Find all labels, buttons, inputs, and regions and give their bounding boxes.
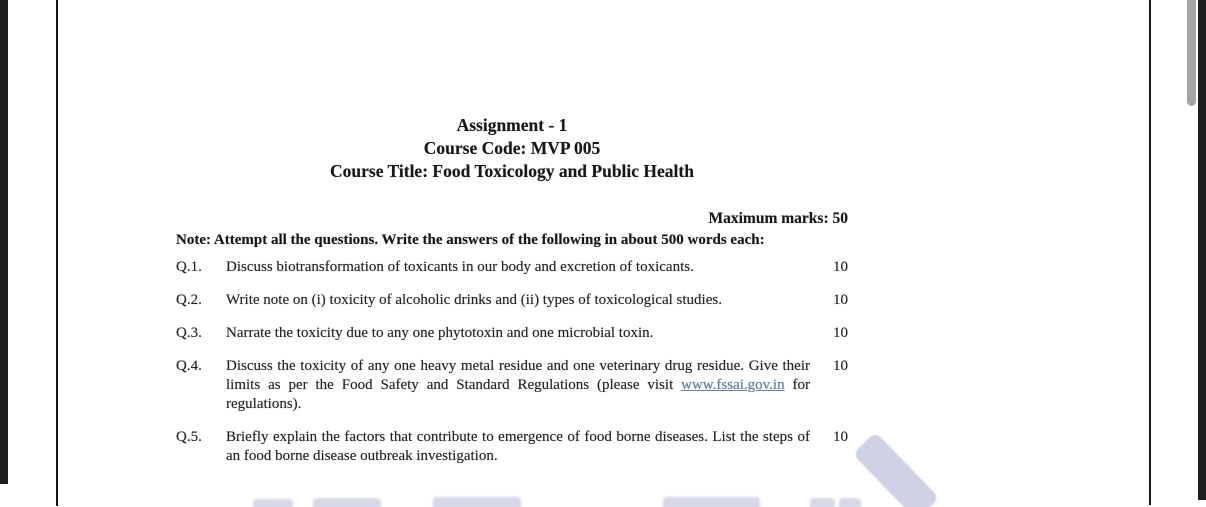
note-line: Note: Attempt all the questions. Write the answers of the following in about 500 words each: xyxy=(176,232,765,248)
fssai-link[interactable]: www.fssai.gov.in xyxy=(681,377,785,393)
question-row-4 xyxy=(176,357,848,414)
question-text-segment: for regulations). xyxy=(226,377,810,412)
question-text: Write note on (i) toxicity of alcoholic drinks and (ii) types of toxicological studies. xyxy=(226,292,722,308)
course-code: Course Code: MVP 005 xyxy=(423,138,601,158)
viewer-left-edge-bar xyxy=(0,0,8,484)
scrollbar-thumb[interactable] xyxy=(1187,0,1196,106)
title-block xyxy=(176,114,848,183)
question-row-2 xyxy=(176,291,848,310)
question-row-3 xyxy=(176,324,848,343)
watermark-fragment xyxy=(810,498,835,507)
question-number: Q.2. xyxy=(176,292,202,308)
watermark-diagonal-band xyxy=(853,432,940,507)
maximum-marks: Maximum marks: 50 xyxy=(708,210,848,227)
question-number: Q.5. xyxy=(176,429,202,445)
page-right-border xyxy=(1149,0,1151,505)
question-marks: 10 xyxy=(833,429,848,445)
course-title: Course Title: Food Toxicology and Public Health xyxy=(330,161,694,181)
question-text: Narrate the toxicity due to any one phytotoxin and one microbial toxin. xyxy=(226,325,654,341)
question-marks: 10 xyxy=(833,358,848,374)
question-marks: 10 xyxy=(833,292,848,308)
watermark-fragment xyxy=(663,497,760,507)
question-number: Q.3. xyxy=(176,325,202,341)
question-text-segment: Discuss the toxicity of any one heavy metal residue and one veterinary drug residue. Give their limits as per the Food Safety and Standard Regulations (please visit xyxy=(226,358,810,393)
assignment-title: Assignment - 1 xyxy=(456,115,568,135)
question-marks: 10 xyxy=(833,259,848,275)
watermark-fragment xyxy=(839,498,861,507)
question-row-5 xyxy=(176,428,848,466)
watermark-fragment xyxy=(433,497,521,507)
question-marks: 10 xyxy=(833,325,848,341)
question-text: Discuss biotransformation of toxicants in our body and excretion of toxicants. xyxy=(226,259,694,275)
question-text: Briefly explain the factors that contribute to emergence of food borne diseases. List the steps of an food borne disease outbreak investigation. xyxy=(226,429,810,464)
question-number: Q.4. xyxy=(176,358,202,374)
assignment-page xyxy=(176,114,848,480)
question-list xyxy=(176,258,848,466)
page-left-border xyxy=(56,0,58,506)
question-row-1 xyxy=(176,258,848,277)
question-text xyxy=(226,357,810,414)
watermark-fragment xyxy=(313,498,381,507)
question-number: Q.1. xyxy=(176,259,202,275)
watermark-fragment xyxy=(253,499,293,507)
viewer-right-edge-bar xyxy=(1198,0,1206,500)
